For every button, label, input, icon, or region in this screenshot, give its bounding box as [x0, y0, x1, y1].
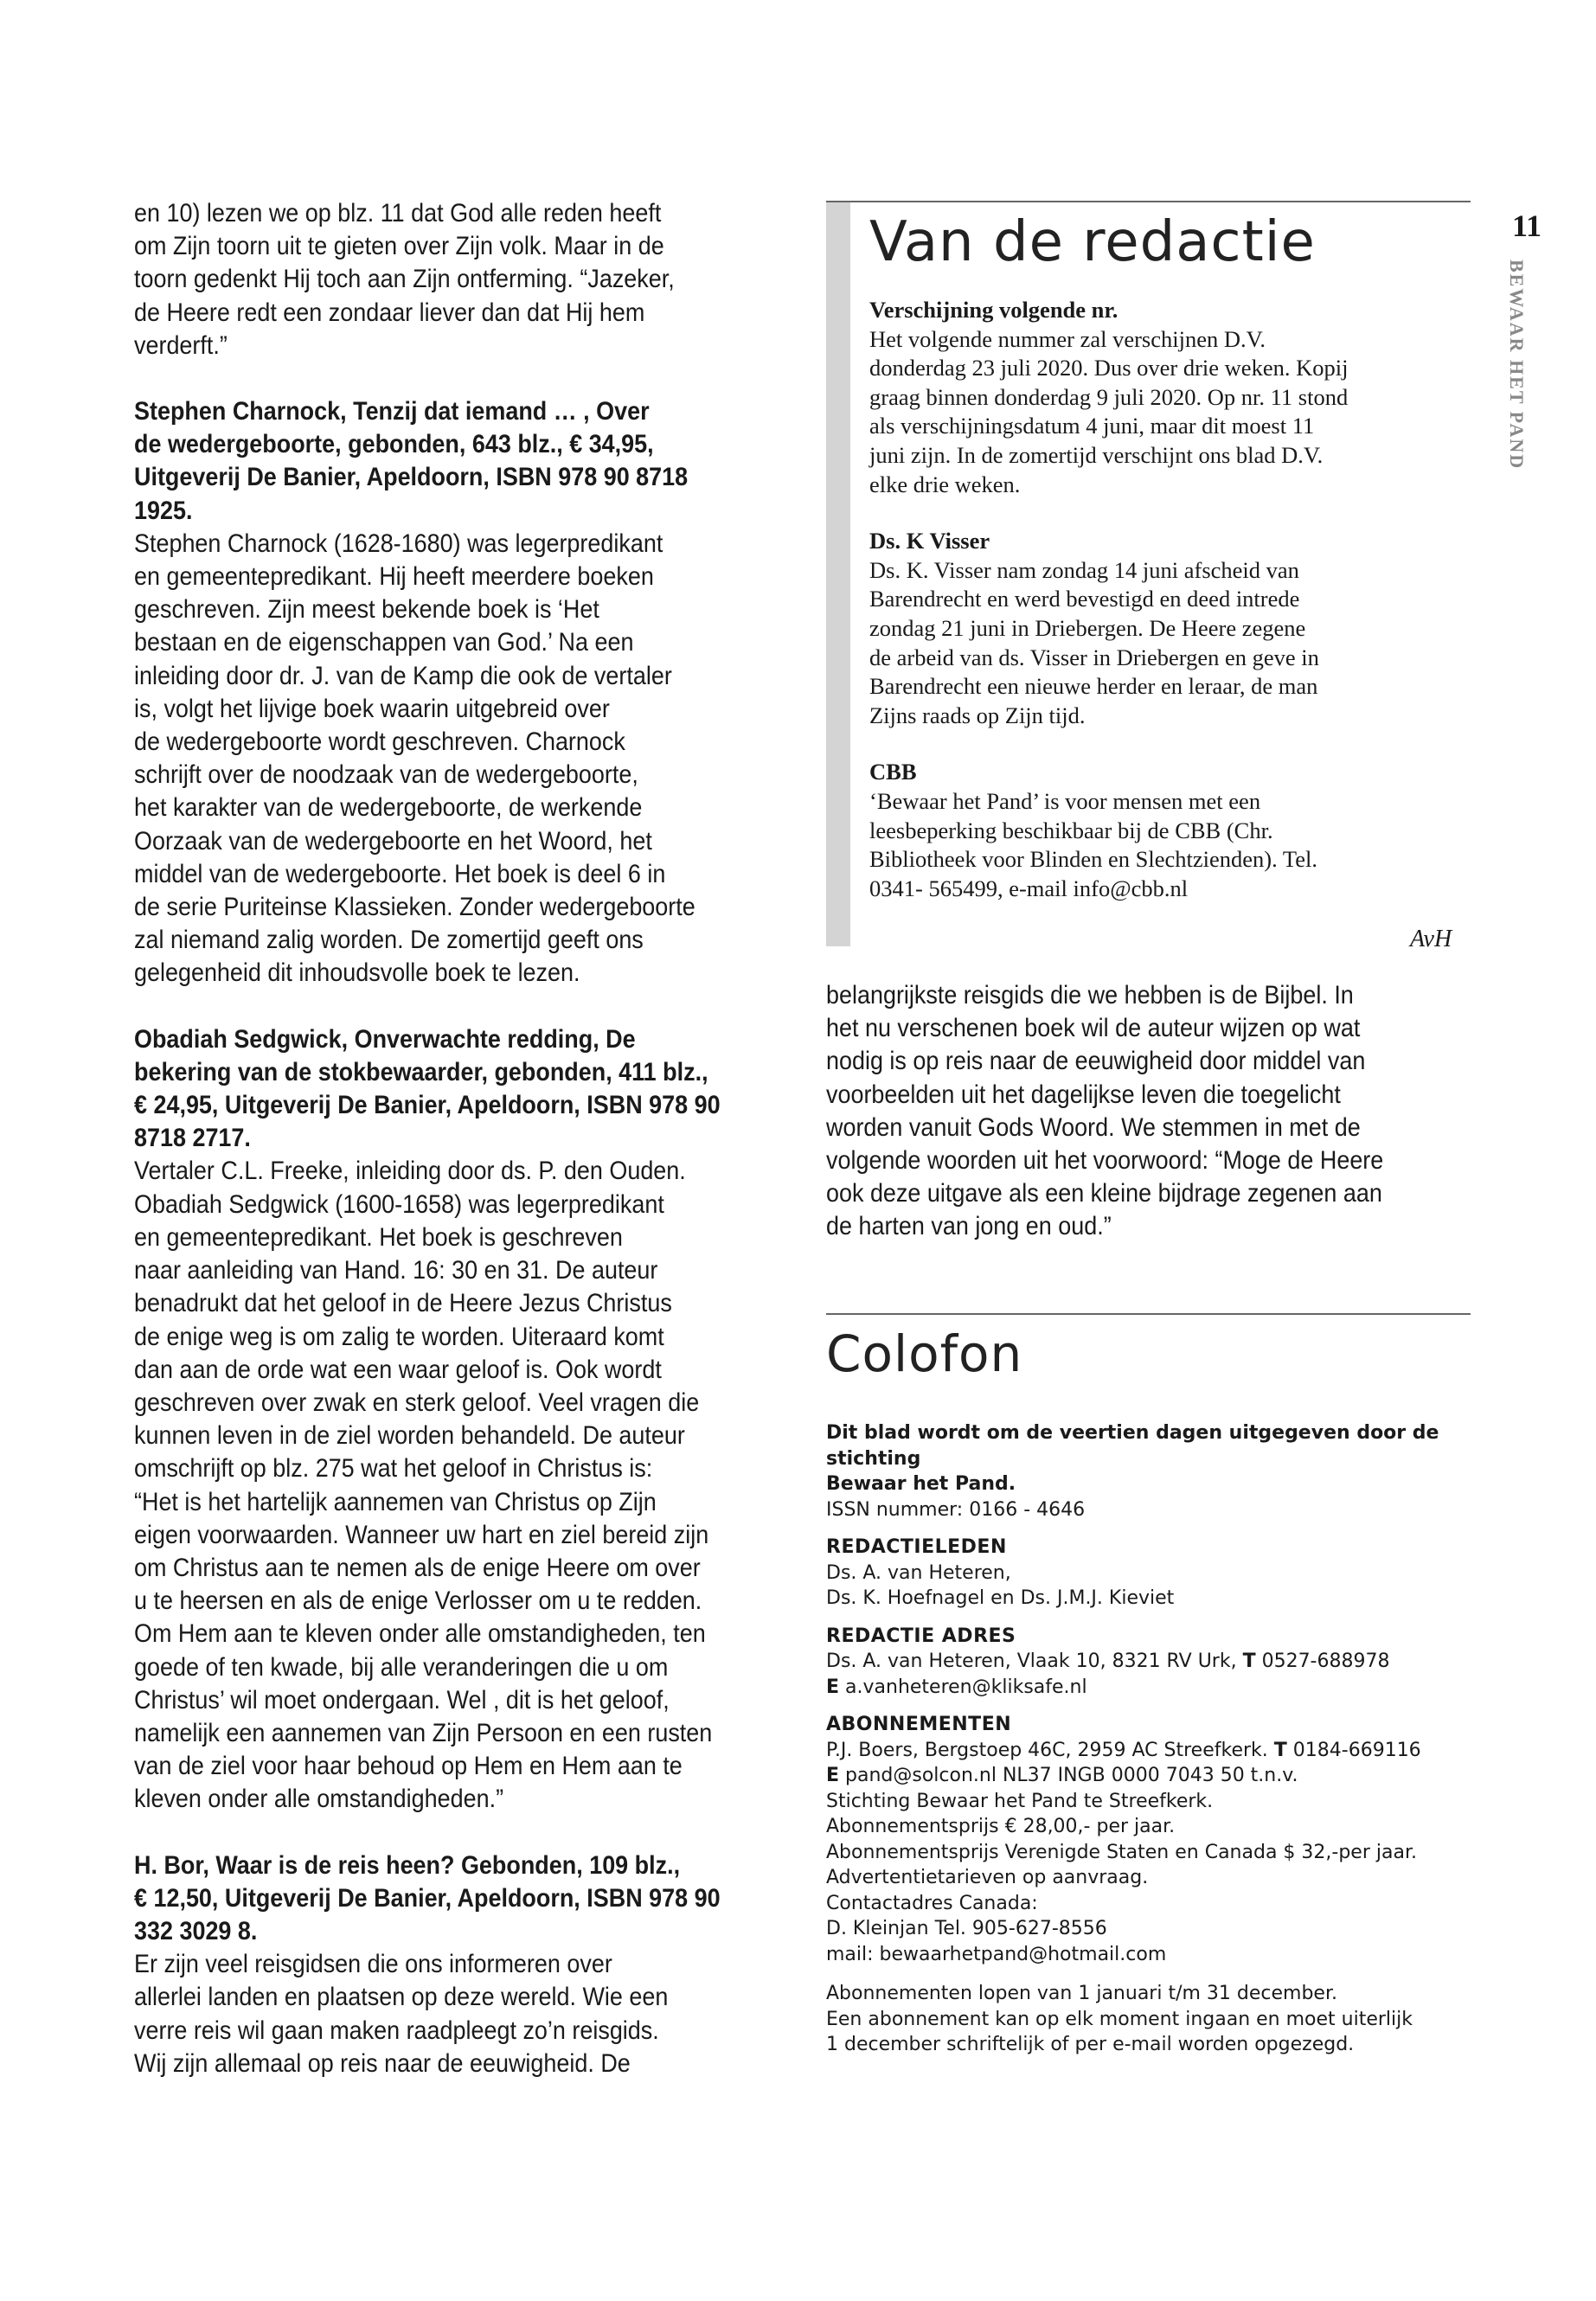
text-line: D. Kleinjan Tel. 905-627-8556 — [826, 1918, 1107, 1939]
text-line: kunnen leven in de ziel worden behandeld. De auteur — [134, 1421, 685, 1451]
text-line: Obadiah Sedgwick, Onverwachte redding, De — [134, 1024, 636, 1054]
text-line: van de ziel voor haar behoud op Hem en Hem aan te — [134, 1752, 683, 1781]
text-line: Het volgende nummer zal verschijnen D.V. — [869, 325, 1266, 352]
redactieleden-heading: REDACTIELEDEN — [826, 1536, 1007, 1558]
issn-number: ISSN nummer: 0166 - 4646 — [826, 1498, 1086, 1521]
text-line: 0341- 565499, e-mail info@cbb.nl — [869, 875, 1189, 901]
page-number: 11 — [1512, 208, 1542, 243]
redactie-signature: AvH — [1410, 926, 1452, 952]
text-line: bestaan en de eigenschappen van God.’ Na een — [134, 628, 634, 657]
left-column — [134, 197, 739, 2080]
text-line: allerlei landen en plaatsen op deze wereld. Wie een — [134, 1983, 669, 2012]
text-line: donderdag 23 juli 2020. Dus over drie weken. Kopij — [869, 355, 1349, 381]
text-line: mail: bewaarhetpand@hotmail.com — [826, 1943, 1167, 1965]
text-line: Stephen Charnock (1628-1680) was legerpredikant — [134, 529, 663, 558]
phone-label: T — [1242, 1650, 1256, 1672]
text-line: ‘Bewaar het Pand’ is voor mensen met een — [869, 787, 1261, 814]
phone-number: 0184-669116 — [1286, 1739, 1421, 1761]
text-line: inleiding door dr. J. van de Kamp die ook de vertaler — [134, 661, 672, 690]
text-line: middel van de wedergeboorte. Het boek is deel 6 in — [134, 859, 666, 888]
redactie-section-verschijning — [869, 296, 1458, 499]
text-line: voorbeelden uit het dagelijkse leven die toegelicht — [826, 1080, 1341, 1109]
text-line: 1925. — [134, 496, 193, 525]
text-line: u te heersen en als de enige Verlosser om u te redden. — [134, 1586, 702, 1616]
email-label: E — [826, 1676, 840, 1698]
book-sedgwick-review — [134, 1155, 739, 1816]
text-line: verre reis wil gaan maken raadpleegt zo’n reisgids. — [134, 2016, 659, 2045]
text-line: namelijk een aannemen van Zijn Persoon en een rusten — [134, 1718, 713, 1747]
redactie-section-cbb — [869, 758, 1458, 903]
text-line: bekering van de stokbewaarder, gebonden, 411 blz., — [134, 1057, 708, 1086]
text-line: Bibliotheek voor Blinden en Slechtzienden). Tel. — [869, 846, 1317, 873]
address-text: P.J. Boers, Bergstoep 46C, 2959 AC Streefkerk. — [826, 1739, 1274, 1761]
redactie-email-line — [826, 1675, 1484, 1701]
text-line: Obadiah Sedgwick (1600-1658) was legerpredikant — [134, 1189, 664, 1219]
text-line: worden vanuit Gods Woord. We stemmen in met de — [826, 1112, 1361, 1142]
text-line: de wedergeboorte wordt geschreven. Charnock — [134, 727, 625, 757]
text-line: Christus’ wil moet ondergaan. Wel , dit is het geloof, — [134, 1685, 670, 1715]
text-line: Wij zijn allemaal op reis naar de eeuwigheid. De — [134, 2048, 631, 2078]
text-line: € 12,50, Uitgeverij De Banier, Apeldoorn, ISBN 978 90 — [134, 1883, 721, 1913]
text-line: Er zijn veel reisgidsen die ons informeren over — [134, 1950, 612, 1979]
text-line: Contactadres Canada: — [826, 1892, 1038, 1914]
text-line: “Het is het hartelijk aannemen van Christus op Zijn — [134, 1487, 657, 1516]
text-line: Uitgeverij De Banier, Apeldoorn, ISBN 978 90 8718 — [134, 463, 689, 492]
text-line: Barendrecht een nieuwe herder en leraar, de man — [869, 673, 1318, 700]
text-line: belangrijkste reisgids die we hebben is de Bijbel. In — [826, 981, 1354, 1009]
book-bor-review-continued — [826, 979, 1431, 1244]
text-line: Advertentietarieven op aanvraag. — [826, 1867, 1149, 1888]
text-line: eigen voorwaarden. Wanneer uw hart en ziel bereid zijn — [134, 1520, 709, 1549]
redactie-box — [826, 201, 1471, 946]
text-line: gelegenheid dit inhoudsvolle boek te lezen. — [134, 958, 580, 988]
abonnementen-email-line — [826, 1763, 1484, 1789]
email-address: a.vanheteren@kliksafe.nl — [839, 1676, 1087, 1698]
book-charnock-review — [134, 528, 739, 990]
phone-label: T — [1273, 1739, 1287, 1761]
colofon-divider — [826, 1313, 1471, 1315]
redactie-adres-line — [826, 1649, 1484, 1675]
text-line: elke drie weken. — [869, 471, 1021, 497]
text-line: zal niemand zalig worden. De zomertijd geeft ons — [134, 926, 644, 955]
text-line: Een abonnement kan op elk moment ingaan en moet uiterlijk — [826, 2008, 1413, 2030]
text-line: toorn gedenkt Hij toch aan Zijn ontferming. “Jazeker, — [134, 265, 675, 294]
text-line: 1 december schriftelijk of per e-mail worden opgezegd. — [826, 2034, 1355, 2055]
text-line: Om Hem aan te kleven onder alle omstandigheden, ten — [134, 1619, 706, 1649]
text-line: Zijns raads op Zijn tijd. — [869, 702, 1086, 728]
text-line: Vertaler C.L. Freeke, inleiding door ds. P. den Ouden. — [134, 1157, 686, 1186]
text-line: het karakter van de wedergeboorte, de werkende — [134, 793, 643, 823]
text-line: om Zijn toorn uit te gieten over Zijn volk. Maar in de — [134, 232, 664, 261]
email-label: E — [826, 1765, 840, 1786]
text-line: H. Bor, Waar is de reis heen? Gebonden, 109 blz., — [134, 1850, 681, 1880]
book-bor-review — [134, 1948, 739, 2080]
colofon-content — [826, 1420, 1484, 2058]
text-line: juni zijn. In de zomertijd verschijnt ons blad D.V. — [869, 441, 1324, 468]
text-line: kleven onder alle omstandigheden.” — [134, 1785, 504, 1814]
text-line: de arbeid van ds. Visser in Driebergen en geve in — [869, 644, 1319, 670]
text-line: het nu verschenen boek wil de auteur wijzen op wat — [826, 1014, 1361, 1043]
text-line: de Heere redt een zondaar liever dan dat Hij hem — [134, 298, 645, 327]
text-line: verderft.” — [134, 330, 228, 360]
text-line: de serie Puriteinse Klassieken. Zonder wedergeboorte — [134, 893, 695, 922]
text-line: goede of ten kwade, bij alle veranderingen die u om — [134, 1652, 669, 1682]
text-line: Abonnementsprijs € 28,00,- per jaar. — [826, 1816, 1176, 1837]
text-line: Barendrecht en werd bevestigd en deed intrede — [869, 586, 1300, 612]
text-line: geschreven over zwak en sterk geloof. Veel vragen die — [134, 1388, 700, 1417]
text-line: Ds. K. Hoefnagel en Ds. J.M.J. Kieviet — [826, 1587, 1175, 1609]
address-text: Ds. A. van Heteren, Vlaak 10, 8321 RV Urk, — [826, 1650, 1243, 1672]
text-line: om Christus aan te nemen als de enige Heere om over — [134, 1553, 701, 1582]
email-and-account: pand@solcon.nl NL37 INGB 0000 7043 50 t.n.v. — [839, 1765, 1298, 1786]
intro-paragraph — [134, 197, 739, 362]
book-bor-heading — [134, 1849, 739, 1949]
text-line: dan aan de orde wat een waar geloof is. Ook wordt — [134, 1355, 662, 1384]
text-line: Dit blad wordt om de veertien dagen uitgegeven door de stichting — [826, 1422, 1439, 1470]
text-line: en gemeentepredikant. Het boek is geschreven — [134, 1222, 623, 1252]
text-line: Stephen Charnock, Tenzij dat iemand … , Over — [134, 397, 650, 426]
text-line: Abonnementsprijs Verenigde Staten en Canada $ 32,-per jaar. — [826, 1841, 1417, 1863]
text-line: de enige weg is om zalig te worden. Uiteraard komt — [134, 1322, 664, 1351]
book-charnock-heading — [134, 395, 739, 528]
text-line: omschrijft op blz. 275 wat het geloof in Christus is: — [134, 1454, 653, 1484]
redactie-title: Van de redactie — [869, 210, 1316, 274]
text-line: Oorzaak van de wedergeboorte en het Woord, het — [134, 826, 652, 856]
text-line: naar aanleiding van Hand. 16: 30 en 31. De auteur — [134, 1256, 658, 1285]
abonnementen-address-line — [826, 1738, 1484, 1764]
text-line: nodig is op reis naar de eeuwigheid door middel van — [826, 1047, 1366, 1076]
text-line: benadrukt dat het geloof in de Heere Jezus Christus — [134, 1289, 672, 1318]
redactie-content — [869, 296, 1458, 931]
redactie-section-visser — [869, 527, 1458, 730]
text-line: volgende woorden uit het voorwoord: “Moge de Heere — [826, 1146, 1384, 1176]
text-line: graag binnen donderdag 9 juli 2020. Op nr. 11 stond — [869, 383, 1349, 410]
book-sedgwick-heading — [134, 1023, 739, 1156]
text-line: en 10) lezen we op blz. 11 dat God alle reden heeft — [134, 199, 662, 228]
text-line: Ds. K. Visser nam zondag 14 juni afscheid van — [869, 556, 1299, 583]
redactie-adres-heading: REDACTIE ADRES — [826, 1625, 1016, 1647]
text-line: Bewaar het Pand. — [826, 1473, 1016, 1495]
text-line: Abonnementen lopen van 1 januari t/m 31 december. — [826, 1983, 1337, 2004]
colofon-footer — [826, 1981, 1484, 2058]
phone-number: 0527-688978 — [1255, 1650, 1390, 1672]
text-line: Ds. A. van Heteren, — [826, 1561, 1011, 1584]
text-line: de harten van jong en oud.” — [826, 1212, 1112, 1241]
text-line: en gemeentepredikant. Hij heeft meerdere boeken — [134, 562, 654, 592]
text-line: € 24,95, Uitgeverij De Banier, Apeldoorn, ISBN 978 90 — [134, 1091, 721, 1120]
section-heading: Verschijning volgende nr. — [869, 297, 1118, 323]
text-line: leesbeperking beschikbaar bij de CBB (Chr. — [869, 817, 1273, 843]
running-head: BEWAAR HET PAND — [1506, 260, 1528, 471]
text-line: Stichting Bewaar het Pand te Streefkerk. — [826, 1790, 1214, 1812]
text-line: de wedergeboorte, gebonden, 643 blz., € 34,95, — [134, 430, 654, 459]
text-line: geschreven. Zijn meest bekende boek is ‘Het — [134, 595, 599, 625]
text-line: 332 3029 8. — [134, 1916, 258, 1945]
text-line: zondag 21 juni in Driebergen. De Heere zegene — [869, 614, 1306, 641]
colofon-title: Colofon — [826, 1324, 1023, 1383]
text-line: 8718 2717. — [134, 1124, 251, 1153]
text-line: ook deze uitgave als een kleine bijdrage zegenen aan — [826, 1179, 1382, 1208]
text-line: is, volgt het lijvige boek waarin uitgebreid over — [134, 694, 610, 723]
redactie-side-bar — [826, 202, 850, 946]
section-heading: Ds. K Visser — [869, 528, 990, 554]
section-heading: CBB — [869, 759, 917, 785]
text-line: schrijft over de noodzaak van de wedergeboorte, — [134, 760, 638, 790]
abonnementen-heading: ABONNEMENTEN — [826, 1714, 1012, 1735]
text-line: als verschijningsdatum 4 juni, maar dit moest 11 — [869, 413, 1315, 439]
